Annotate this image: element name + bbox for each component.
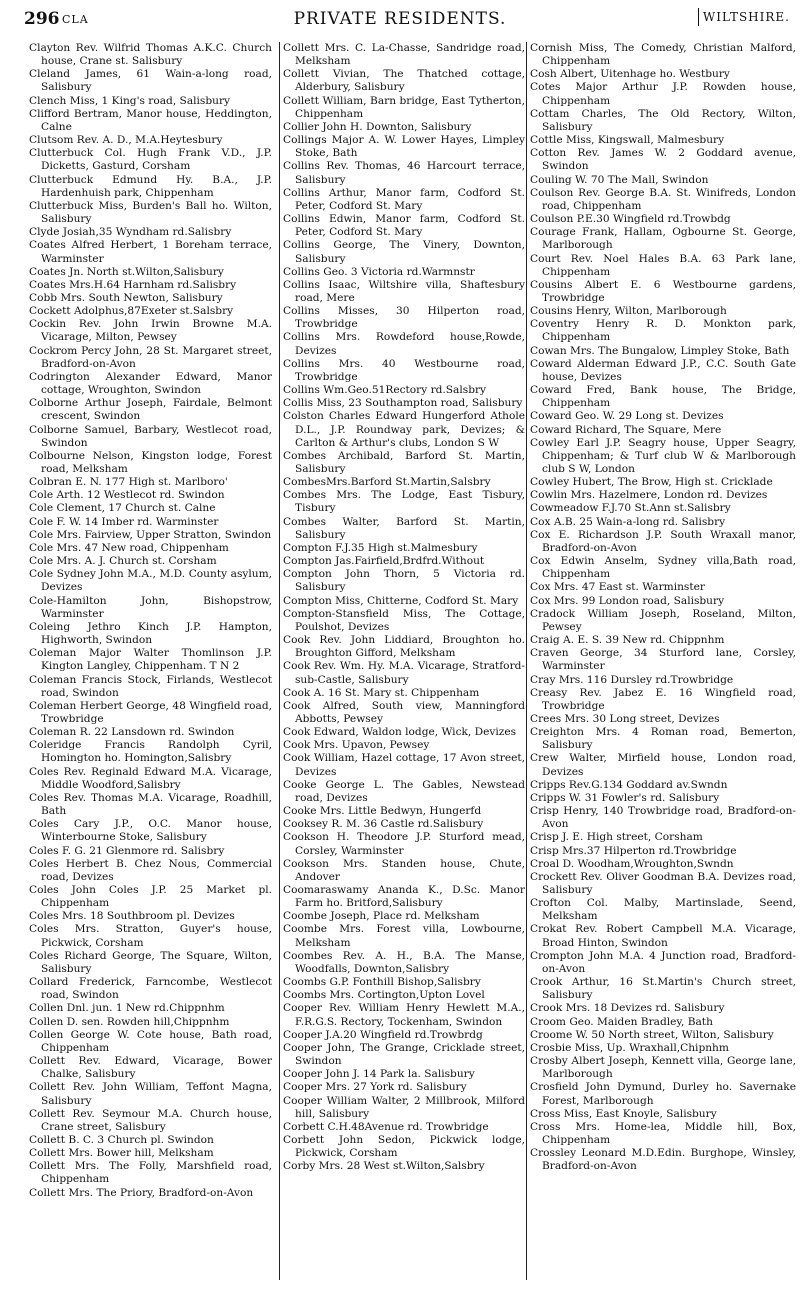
- directory-entry: Coombe Mrs. Forest villa, Lowbourne, Melksham: [283, 923, 525, 949]
- directory-entry: Coates Alfred Herbert, 1 Boreham terrace, Warminster: [29, 239, 272, 265]
- directory-entry: Cray Mrs. 116 Dursley rd.Trowbridge: [530, 673, 734, 686]
- directory-entry: Collett William, Barn bridge, East Tytherton, Chippenham: [283, 94, 525, 120]
- directory-entry: Cooper Mrs. 27 York rd. Salisbury: [283, 1081, 467, 1094]
- directory-entry: Cripps Rev.G.134 Goddard av.Swndn: [530, 778, 728, 791]
- directory-entry: Cook Alfred, South view, Manningford Abbotts, Pewsey: [283, 699, 525, 725]
- directory-entry: Collett Mrs. The Folly, Marshfield road, Chippenham: [29, 1160, 272, 1186]
- directory-entry: Coles John Coles J.P. 25 Market pl. Chippenham: [29, 884, 272, 910]
- directory-entry: Cox Edwin Anselm, Sydney villa,Bath road, Chippenham: [530, 555, 796, 581]
- directory-entry: Coombe Joseph, Place rd. Melksham: [283, 910, 480, 923]
- directory-entry: Coles Rev. Thomas M.A. Vicarage, Roadhill, Bath: [29, 791, 272, 818]
- directory-entry: Crosby Albert Joseph, Kennett villa, George lane, Marlborough: [530, 1055, 796, 1081]
- directory-entry: Cowley Earl J.P. Seagry house, Upper Seagry, Chippenham; & Turf club W & Marlborough club S W, London: [530, 436, 796, 475]
- directory-entry: Collins George, The Vinery, Downton, Salisbury: [283, 239, 525, 265]
- directory-entry: Cooke Mrs. Little Bedwyn, Hungerfd: [283, 805, 482, 818]
- directory-entry: Corbett C.H.48Avenue rd. Trowbridge: [283, 1120, 489, 1133]
- directory-entry: Cockett Adolphus,87Exeter st.Salsbry: [29, 305, 234, 318]
- directory-entry: Compton F.J.35 High st.Malmesbury: [283, 541, 478, 554]
- directory-entry: Coles Herbert B. Chez Nous, Commercial road, Devizes: [29, 857, 272, 883]
- directory-entry: Cottle Miss, Kingswall, Malmesbury: [530, 134, 725, 147]
- directory-entry: Crockett Rev. Oliver Goodman B.A. Devizes road, Salisbury: [530, 870, 796, 896]
- directory-entry: Crompton John M.A. 4 Junction road, Bradford-on-Avon: [530, 949, 796, 975]
- directory-entry: Coleing Jethro Kinch J.P. Hampton, Highworth, Swindon: [29, 620, 272, 647]
- page-header: [0, 0, 800, 40]
- directory-entry: Collier John H. Downton, Salisbury: [283, 120, 472, 133]
- directory-entry: Cleland James, 61 Wain-a-long road, Salisbury: [29, 68, 272, 94]
- directory-entry: Cornish Miss, The Comedy, Christian Malford, Chippenham: [530, 42, 796, 68]
- directory-entry: Crees Mrs. 30 Long street, Devizes: [530, 712, 720, 725]
- directory-entry: Cole Mrs. 47 New road, Chippenham: [29, 541, 229, 554]
- directory-entry: Collins Edwin, Manor farm, Codford St. Peter, Codford St. Mary: [283, 213, 525, 239]
- directory-entry: Coleridge Francis Randolph Cyril, Homington ho. Homington,Salisbry: [29, 739, 272, 765]
- page-number: 296: [24, 9, 60, 29]
- directory-entry: Crokat Rev. Robert Campbell M.A. Vicarage, Broad Hinton, Swindon: [530, 923, 796, 949]
- directory-entry: Craig A. E. S. 39 New rd. Chippnhm: [530, 634, 725, 647]
- directory-entry: Collis Miss, 23 Southampton road, Salisbury: [283, 397, 523, 410]
- directory-entry: Cockin Rev. John Irwin Browne M.A. Vicarage, Milton, Pewsey: [29, 318, 272, 344]
- directory-entry: Coles Rev. Reginald Edward M.A. Vicarage, Middle Woodford,Salisbry: [29, 765, 272, 791]
- directory-entry: Craven George, 34 Sturford lane, Corsley, Warminster: [530, 647, 796, 673]
- directory-entry: Cobb Mrs. South Newton, Salisbury: [29, 291, 223, 304]
- directory-entry: Cottam Charles, The Old Rectory, Wilton, Salisbury: [530, 107, 796, 133]
- directory-entry: Coomaraswamy Ananda K., D.Sc. Manor Farm ho. Britford,Salisbury: [283, 884, 525, 910]
- directory-entry: Crisp J. E. High street, Corsham: [530, 831, 703, 844]
- county-label: WILTSHIRE.: [698, 8, 790, 26]
- column-2: [279, 42, 525, 1280]
- directory-entry: Croal D. Woodham,Wroughton,Swndn: [530, 857, 734, 870]
- directory-entry: Clutterbuck Edmund Hy. B.A., J.P. Hardenhuish park, Chippenham: [29, 173, 272, 199]
- directory-entry: Courage Frank, Hallam, Ogbourne St. George, Marlborough: [530, 226, 796, 252]
- directory-entry: Collard Frederick, Farncombe, Westlecot road, Swindon: [29, 976, 272, 1002]
- directory-entry: Crosfield John Dymund, Durley ho. Savernake Forest, Marlborough: [530, 1081, 796, 1107]
- directory-entry: Cook Rev. Wm. Hy. M.A. Vicarage, Stratford-sub-Castle, Salisbury: [283, 660, 525, 686]
- directory-entry: Cotes Major Arthur J.P. Rowden house, Chippenham: [530, 81, 796, 107]
- directory-entry: Cowmeadow F.J.70 St.Ann st.Salisbry: [530, 502, 731, 515]
- directory-entry: Cox Mrs. 47 East st. Warminster: [530, 581, 705, 594]
- directory-entry: Clench Miss, 1 King's road, Salisbury: [29, 94, 230, 107]
- directory-entry: Cook A. 16 St. Mary st. Chippenham: [283, 686, 480, 699]
- directory-entry: Collins Arthur, Manor farm, Codford St. Peter, Codford St. Mary: [283, 186, 525, 212]
- directory-entry: Crofton Col. Malby, Martinslade, Seend, Melksham: [530, 897, 796, 923]
- directory-entry: Coombs G.P. Fonthill Bishop,Salisbry: [283, 976, 481, 989]
- directory-entry: Colborne Samuel, Barbary, Westlecot road, Swindon: [29, 423, 272, 449]
- directory-entry: Cooper John, The Grange, Cricklade street, Swindon: [283, 1041, 525, 1068]
- directory-entry: Cox E. Richardson J.P. South Wraxall manor, Bradford-on-Avon: [530, 528, 796, 554]
- directory-entry: Cookson Mrs. Standen house, Chute, Andover: [283, 857, 525, 883]
- directory-entry: Cross Miss, East Knoyle, Salisbury: [530, 1107, 717, 1120]
- directory-entry: Collins Mrs. Rowdeford house,Rowde, Devizes: [283, 331, 525, 357]
- column-1: [29, 42, 272, 1200]
- directory-entry: Coward Fred, Bank house, The Bridge, Chippenham: [530, 384, 796, 410]
- directory-entry: Crossley Leonard M.D.Edin. Burghope, Winsley, Bradford-on-Avon: [530, 1147, 796, 1173]
- directory-entry: Croome W. 50 North street, Wilton, Salisbury: [530, 1028, 774, 1041]
- directory-entry: Coombes Rev. A. H., B.A. The Manse, Woodfalls, Downton,Salisbry: [283, 949, 525, 975]
- directory-entry: Collett B. C. 3 Church pl. Swindon: [29, 1133, 214, 1146]
- directory-entry: Crosbie Miss, Up. Wraxhall,Chipnhm: [530, 1041, 729, 1054]
- directory-entry: Coventry Henry R. D. Monkton park, Chippenham: [530, 318, 796, 344]
- directory-entry: Creighton Mrs. 4 Roman road, Bemerton, Salisbury: [530, 726, 796, 752]
- directory-entry: Cook Rev. John Liddiard, Broughton ho. Broughton Gifford, Melksham: [283, 634, 525, 660]
- directory-entry: Croom Geo. Maiden Bradley, Bath: [530, 1015, 713, 1028]
- directory-entry: Cross Mrs. Home-lea, Middle hill, Box, Chippenham: [530, 1120, 796, 1146]
- directory-entry: Crook Mrs. 18 Devizes rd. Salisbury: [530, 1002, 725, 1015]
- directory-entry: Cook William, Hazel cottage, 17 Avon street, Devizes: [283, 752, 525, 778]
- directory-entry: Collins Wm.Geo.51Rectory rd.Salsbry: [283, 384, 487, 397]
- directory-entry: CombesMrs.Barford St.Martin,Salsbry: [283, 476, 491, 489]
- directory-entry: Cole-Hamilton John, Bishopstrow, Warminster: [29, 594, 272, 620]
- directory-entry: Coulson Rev. George B.A. St. Winifreds, London road, Chippenham: [530, 186, 796, 212]
- directory-entry: Collett Rev. Edward, Vicarage, Bower Chalke, Salisbury: [29, 1055, 272, 1081]
- directory-entry: Compton John Thorn, 5 Victoria rd. Salisbury: [283, 568, 525, 594]
- directory-entry: Coward Geo. W. 29 Long st. Devizes: [530, 410, 724, 423]
- directory-entry: Clutterbuck Miss, Burden's Ball ho. Wilton, Salisbury: [29, 199, 272, 226]
- directory-entry: Combes Mrs. The Lodge, East Tisbury, Tisbury: [283, 489, 525, 515]
- directory-entry: Corbett John Sedon, Pickwick lodge, Pickwick, Corsham: [283, 1133, 525, 1160]
- directory-entry: Cox Mrs. 99 London road, Salisbury: [530, 594, 725, 607]
- directory-entry: Collins Misses, 30 Hilperton road, Trowbridge: [283, 305, 525, 331]
- directory-entry: Cole Clement, 17 Church st. Calne: [29, 502, 216, 515]
- directory-entry: Cox A.B. 25 Wain-a-long rd. Salisbry: [530, 515, 726, 528]
- directory-entry: Cousins Albert E. 6 Westbourne gardens, Trowbridge: [530, 278, 796, 304]
- directory-entry: Coward Richard, The Square, Mere: [530, 423, 722, 436]
- directory-entry: Collings Major A. W. Lower Hayes, Limpley Stoke, Bath: [283, 134, 525, 160]
- directory-entry: Collins Geo. 3 Victoria rd.Warmnstr: [283, 265, 475, 278]
- directory-entry: Coles Richard George, The Square, Wilton, Salisbury: [29, 949, 272, 975]
- directory-entry: Cockrom Percy John, 28 St. Margaret street, Bradford-on-Avon: [29, 344, 272, 370]
- directory-entry: Coward Alderman Edward J.P., C.C. South Gate house, Devizes: [530, 357, 796, 383]
- directory-entry: Cooper William Walter, 2 Millbrook, Milford hill, Salisbury: [283, 1094, 525, 1120]
- directory-entry: Colbran E. N. 177 High st. Marlboro': [29, 476, 228, 489]
- directory-entry: Coles F. G. 21 Glenmore rd. Salisbry: [29, 844, 225, 857]
- directory-entry: Cole F. W. 14 Imber rd. Warminster: [29, 515, 219, 528]
- directory-entry: Compton Miss, Chitterne, Codford St. Mary: [283, 594, 519, 607]
- directory-entry: Cooke George L. The Gables, Newstead road, Devizes: [283, 778, 525, 804]
- directory-entry: Crook Arthur, 16 St.Martin's Church street, Salisbury: [530, 976, 796, 1002]
- directory-entry: Cookson H. Theodore J.P. Sturford mead, Corsley, Warminster: [283, 831, 525, 857]
- directory-entry: Coleman Herbert George, 48 Wingfield road, Trowbridge: [29, 699, 272, 725]
- directory-entry: Coates Mrs.H.64 Harnham rd.Salisbry: [29, 278, 237, 291]
- directory-entry: Codrington Alexander Edward, Manor cottage, Wroughton, Swindon: [29, 370, 272, 397]
- directory-entry: Coles Mrs. Stratton, Guyer's house, Pickwick, Corsham: [29, 923, 272, 949]
- directory-entry: Collins Mrs. 40 Westbourne road, Trowbridge: [283, 357, 525, 383]
- directory-entry: Collett Mrs. The Priory, Bradford-on-Avon: [29, 1186, 254, 1199]
- directory-entry: Collins Rev. Thomas, 46 Harcourt terrace, Salisbury: [283, 160, 525, 186]
- directory-entry: Collett Rev. Seymour M.A. Church house, Crane street, Salisbury: [29, 1107, 272, 1133]
- directory-entry: Compton Jas.Fairfield,Brdfrd.Without: [283, 555, 485, 568]
- directory-entry: Combes Archibald, Barford St. Martin, Salisbury: [283, 449, 525, 475]
- directory-entry: Clutsom Rev. A. D., M.A.Heytesbury: [29, 134, 223, 147]
- directory-entry: Coles Cary J.P., O.C. Manor house, Winterbourne Stoke, Salisbury: [29, 818, 272, 844]
- directory-entry: Crisp Mrs.37 Hilperton rd.Trowbridge: [530, 844, 737, 857]
- directory-entry: Cooper Rev. William Henry Hewlett M.A., F.R.G.S. Rectory, Tockenham, Swindon: [283, 1002, 525, 1028]
- directory-entry: Cousins Henry, Wilton, Marlborough: [530, 305, 727, 318]
- directory-entry: Collen Dnl. jun. 1 New rd.Chippnhm: [29, 1002, 225, 1015]
- directory-entry: Cowlin Mrs. Hazelmere, London rd. Devizes: [530, 489, 768, 502]
- directory-entry: Coulson P.E.30 Wingfield rd.Trowbdg: [530, 213, 731, 226]
- directory-entry: Couling W. 70 The Mall, Swindon: [530, 173, 709, 186]
- directory-entry: Coleman R. 22 Lansdown rd. Swindon: [29, 726, 235, 739]
- directory-entry: Collen George W. Cote house, Bath road, Chippenham: [29, 1028, 272, 1054]
- directory-entry: Collett Mrs. Bower hill, Melksham: [29, 1147, 214, 1160]
- directory-entry: Collett Rev. John William, Teffont Magna, Salisbury: [29, 1081, 272, 1107]
- directory-entry: Crew Walter, Mirfield house, London road, Devizes: [530, 752, 796, 778]
- directory-entry: Cook Mrs. Upavon, Pewsey: [283, 739, 430, 752]
- directory-entry: Cole Mrs. A. J. Church st. Corsham: [29, 555, 217, 568]
- directory-entry: Coleman Francis Stock, Firlands, Westlecot road, Swindon: [29, 673, 272, 699]
- directory-entry: Colborne Arthur Joseph, Fairdale, Belmont crescent, Swindon: [29, 397, 272, 423]
- directory-entry: Cotton Rev. James W. 2 Goddard avenue, Swindon: [530, 147, 796, 173]
- directory-entry: Colbourne Nelson, Kingston lodge, Forest road, Melksham: [29, 449, 272, 475]
- directory-entry: Cooper J.A.20 Wingfield rd.Trowbrdg: [283, 1028, 483, 1041]
- directory-entry: Cosh Albert, Uitenhage ho. Westbury: [530, 68, 730, 81]
- directory-entry: Clayton Rev. Wilfrid Thomas A.K.C. Church house, Crane st. Salisbury: [29, 42, 272, 68]
- directory-entry: Colston Charles Edward Hungerford Athole D.L., J.P. Roundway park, Devizes; & Carlton & Arthur's clubs, London S W: [283, 410, 525, 449]
- directory-entry: Collett Mrs. C. La-Chasse, Sandridge road, Melksham: [283, 42, 525, 68]
- directory-entry: Coleman Major Walter Thomlinson J.P. Kington Langley, Chippenham. T N 2: [29, 647, 272, 673]
- directory-entry: Clutterbuck Col. Hugh Frank V.D., J.P. Dicketts, Gasturd, Corsham: [29, 147, 272, 173]
- directory-entry: Clifford Bertram, Manor house, Heddington, Calne: [29, 107, 272, 133]
- directory-entry: Combes Walter, Barford St. Martin, Salisbury: [283, 515, 525, 541]
- directory-entry: Coles Mrs. 18 Southbroom pl. Devizes: [29, 910, 235, 923]
- directory-entry: Creasy Rev. Jabez E. 16 Wingfield road, Trowbridge: [530, 686, 796, 712]
- directory-entry: Collett Vivian, The Thatched cottage, Alderbury, Salisbury: [283, 68, 525, 94]
- directory-entry: Cooksey R. M. 36 Castle rd.Salisbury: [283, 818, 484, 831]
- column-3: [526, 42, 796, 1280]
- directory-entry: Cooper John J. 14 Park la. Salisbury: [283, 1068, 475, 1081]
- directory-entry: Compton-Stansfield Miss, The Cottage, Poulshot, Devizes: [283, 607, 525, 633]
- directory-entry: Cripps W. 31 Fowler's rd. Salisbury: [530, 791, 720, 804]
- catchword: CLA: [62, 13, 89, 26]
- directory-entry: Corby Mrs. 28 West st.Wilton,Salsbry: [283, 1160, 485, 1173]
- directory-entry: Cole Mrs. Fairview, Upper Stratton, Swindon: [29, 528, 272, 541]
- directory-entry: Coombs Mrs. Cortington,Upton Lovel: [283, 989, 485, 1002]
- directory-entry: Cowley Hubert, The Brow, High st. Cricklade: [530, 476, 773, 489]
- directory-entry: Collins Isaac, Wiltshire villa, Shaftesbury road, Mere: [283, 278, 525, 304]
- directory-entry: Court Rev. Noel Hales B.A. 63 Park lane, Chippenham: [530, 252, 796, 278]
- page-title: PRIVATE RESIDENTS.: [293, 9, 507, 29]
- directory-entry: Cowan Mrs. The Bungalow, Limpley Stoke, Bath: [530, 344, 790, 357]
- directory-entry: Cole Arth. 12 Westlecot rd. Swindon: [29, 489, 225, 502]
- directory-entry: Cook Edward, Waldon lodge, Wick, Devizes: [283, 726, 517, 739]
- directory-entry: Clyde Josiah,35 Wyndham rd.Salisbry: [29, 226, 232, 239]
- directory-entry: Cole Sydney John M.A., M.D. County asylum, Devizes: [29, 568, 272, 594]
- directory-entry: Crisp Henry, 140 Trowbridge road, Bradford-on-Avon: [530, 805, 796, 831]
- directory-entry: Coates Jn. North st.Wilton,Salisbury: [29, 265, 224, 278]
- directory-entry: Collen D. sen. Rowden hill,Chippnhm: [29, 1015, 230, 1028]
- directory-entry: Cradock William Joseph, Roseland, Milton, Pewsey: [530, 607, 796, 633]
